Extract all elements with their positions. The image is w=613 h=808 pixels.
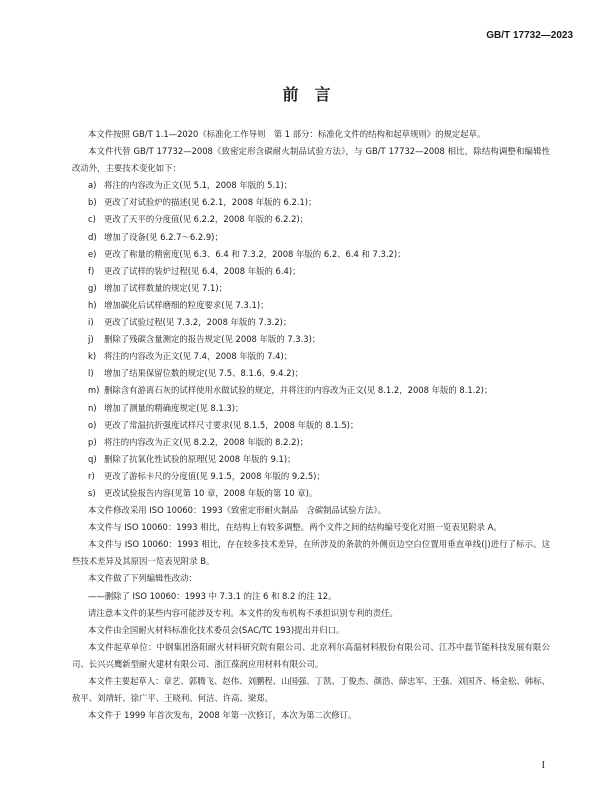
change-item bbox=[88, 400, 550, 417]
change-item bbox=[88, 177, 550, 194]
final-paragraph: 本文件主要起草人：章艺、郭腾飞、赵伟、刘鹏程、山国强、丁凯、丁俊杰、颜浩、薛忠军、王强、刘国齐、杨金松、韩标、敖平、刘靖轩、徐广平、王晓利、何洁、许高、梁郑。 bbox=[72, 676, 550, 704]
editorial-change-item: ——删除了 ISO 10060：1993 中 7.3.1 的注 6 和 8.2 的注 12。 bbox=[88, 590, 337, 601]
change-item-text: 将注的内容改为正文(见 5.1，2008 年版的 5.1)； bbox=[104, 180, 293, 191]
change-item-text: 增加了测量的精确度规定(见 8.1.3)； bbox=[104, 402, 244, 413]
change-item-label: m) bbox=[88, 385, 100, 396]
change-item-text: 增加了试样数量的规定(见 7.1)； bbox=[104, 282, 228, 293]
change-item bbox=[88, 263, 550, 280]
change-item bbox=[88, 485, 550, 502]
change-item-text: 删除了残碳含量测定的报告规定(见 2008 年版的 7.3.3)； bbox=[104, 334, 321, 345]
change-item bbox=[88, 417, 550, 434]
change-item-label: l) bbox=[88, 368, 94, 379]
change-item-text: 删除了抗氧化性试验的原理(见 2008 年版的 9.1)； bbox=[104, 453, 296, 464]
change-item bbox=[88, 331, 550, 348]
change-item bbox=[88, 211, 550, 228]
change-item bbox=[88, 348, 550, 365]
change-item-text: 更改了试样的装炉过程(见 6.4，2008 年版的 6.4)； bbox=[104, 265, 301, 276]
change-item-label: c) bbox=[88, 214, 96, 225]
change-item-text: 将注的内容改为正文(见 7.4，2008 年版的 7.4)； bbox=[104, 351, 293, 362]
change-item bbox=[88, 434, 550, 451]
change-item-text: 将注的内容改为正文(见 8.2.2，2008 年版的 8.2.2)； bbox=[104, 436, 309, 447]
change-item-text: 更改了游标卡尺的分度值(见 9.1.5，2008 年版的 9.2.5)； bbox=[104, 470, 325, 481]
change-item bbox=[88, 451, 550, 468]
change-item-label: p) bbox=[88, 436, 97, 447]
change-item-label: e) bbox=[88, 248, 97, 259]
technical-changes-list bbox=[72, 177, 550, 502]
closing-paragraph: 本文件修改采用 ISO 10060：1993《致密定形耐火制品 含碳制品试验方法》。 bbox=[88, 505, 386, 516]
page-title: 前 言 bbox=[282, 85, 331, 104]
page-number: I bbox=[541, 760, 545, 771]
change-item-text: 增加了设备(见 6.2.7～6.2.9)； bbox=[104, 231, 223, 242]
final-paragraph: 请注意本文件的某些内容可能涉及专利。本文件的发布机构不承担识别专利的责任。 bbox=[88, 607, 398, 618]
change-item bbox=[88, 246, 550, 263]
closing-paragraph: 本文件做了下列编辑性改动： bbox=[88, 573, 197, 584]
change-item-text: 更改了天平的分度值(见 6.2.2，2008 年版的 6.2.2)； bbox=[104, 214, 309, 225]
closing-paragraph: 本文件与 ISO 10060：1993 相比，存在较多技术差异，在所涉及的条款的外侧页边空白位置用垂直单线(|)进行了标示。这些技术差异及其原因一览表见附录 B。 bbox=[72, 539, 550, 567]
final-paragraph: 本文件于 1999 年首次发布，2008 年第一次修订，本次为第二次修订。 bbox=[88, 710, 357, 721]
change-item-text: 更改了常温抗折强度试样尺寸要求(见 8.1.5，2008 年版的 8.1.5)； bbox=[104, 419, 359, 430]
change-item-label: g) bbox=[88, 282, 97, 293]
change-item-text: 删除含有游离石灰的试样使用水做试验的规定，并将注的内容改为正文(见 8.1.2，2008 年版的 8.1.2)； bbox=[104, 385, 493, 396]
closing-paragraph: 本文件与 ISO 10060：1993 相比，在结构上有较多调整。两个文件之间的结构编号变化对照一览表见附录 A。 bbox=[88, 522, 502, 533]
change-item-label: q) bbox=[88, 453, 97, 464]
change-item bbox=[88, 365, 550, 382]
change-item bbox=[88, 297, 550, 314]
change-item bbox=[88, 382, 550, 399]
change-item-text: 更改了称量的精密度(见 6.3、6.4 和 7.3.2，2008 年版的 6.2、6.4 和 7.3.2)； bbox=[104, 248, 406, 259]
change-item-text: 更改试验报告内容(见第 10 章，2008 年版的第 10 章)。 bbox=[104, 487, 318, 498]
change-item-label: i) bbox=[88, 317, 94, 328]
intro-paragraph: 本文件按照 GB/T 1.1—2020《标准化工作导则 第 1 部分：标准化文件的结构和起草规则》的规定起草。 bbox=[88, 129, 486, 139]
change-item-text: 更改了对试验炉的描述(见 6.2.1，2008 年版的 6.2.1)； bbox=[104, 197, 317, 208]
standard-code: GB/T 17732—2023 bbox=[486, 30, 573, 41]
change-item-label: n) bbox=[88, 402, 97, 413]
change-item-label: d) bbox=[88, 231, 97, 242]
change-item-text: 更改了试验过程(见 7.3.2，2008 年版的 7.3.2)； bbox=[104, 317, 292, 328]
change-item-text: 增加了结果保留位数的规定(见 7.5、8.1.6、9.4.2)； bbox=[104, 368, 304, 379]
change-item-label: o) bbox=[88, 419, 97, 430]
change-item-label: h) bbox=[88, 299, 97, 310]
change-item-label: k) bbox=[88, 351, 97, 362]
final-paragraph: 本文件起草单位：中钢集团洛阳耐火材料研究院有限公司、北京利尔高温材料股份有限公司、江苏中磊节能科技发展有限公司、长兴兴鹰新型耐火建材有限公司、浙江葆润应用材料有限公司。 bbox=[72, 641, 550, 669]
intro-paragraph: 本文件代替 GB/T 17732—2008《致密定形含碳耐火制品试验方法》，与 GB/T 17732—2008 相比，除结构调整和编辑性改动外，主要技术变化如下： bbox=[72, 146, 550, 174]
change-item-label: j) bbox=[88, 334, 94, 345]
final-paragraph: 本文件由全国耐火材料标准化技术委员会(SAC/TC 193)提出并归口。 bbox=[88, 624, 345, 635]
change-item-label: b) bbox=[88, 197, 97, 208]
change-item bbox=[88, 194, 550, 211]
change-item bbox=[88, 280, 550, 297]
change-item bbox=[88, 229, 550, 246]
change-item-label: s) bbox=[88, 487, 96, 498]
change-item bbox=[88, 314, 550, 331]
document-body bbox=[72, 126, 550, 724]
change-item bbox=[88, 468, 550, 485]
change-item-text: 增加碳化后试样磨细的粒度要求(见 7.3.1)； bbox=[104, 299, 269, 310]
change-item-label: a) bbox=[88, 180, 97, 191]
change-item-label: r) bbox=[88, 470, 95, 481]
change-item-label: f) bbox=[88, 265, 95, 276]
